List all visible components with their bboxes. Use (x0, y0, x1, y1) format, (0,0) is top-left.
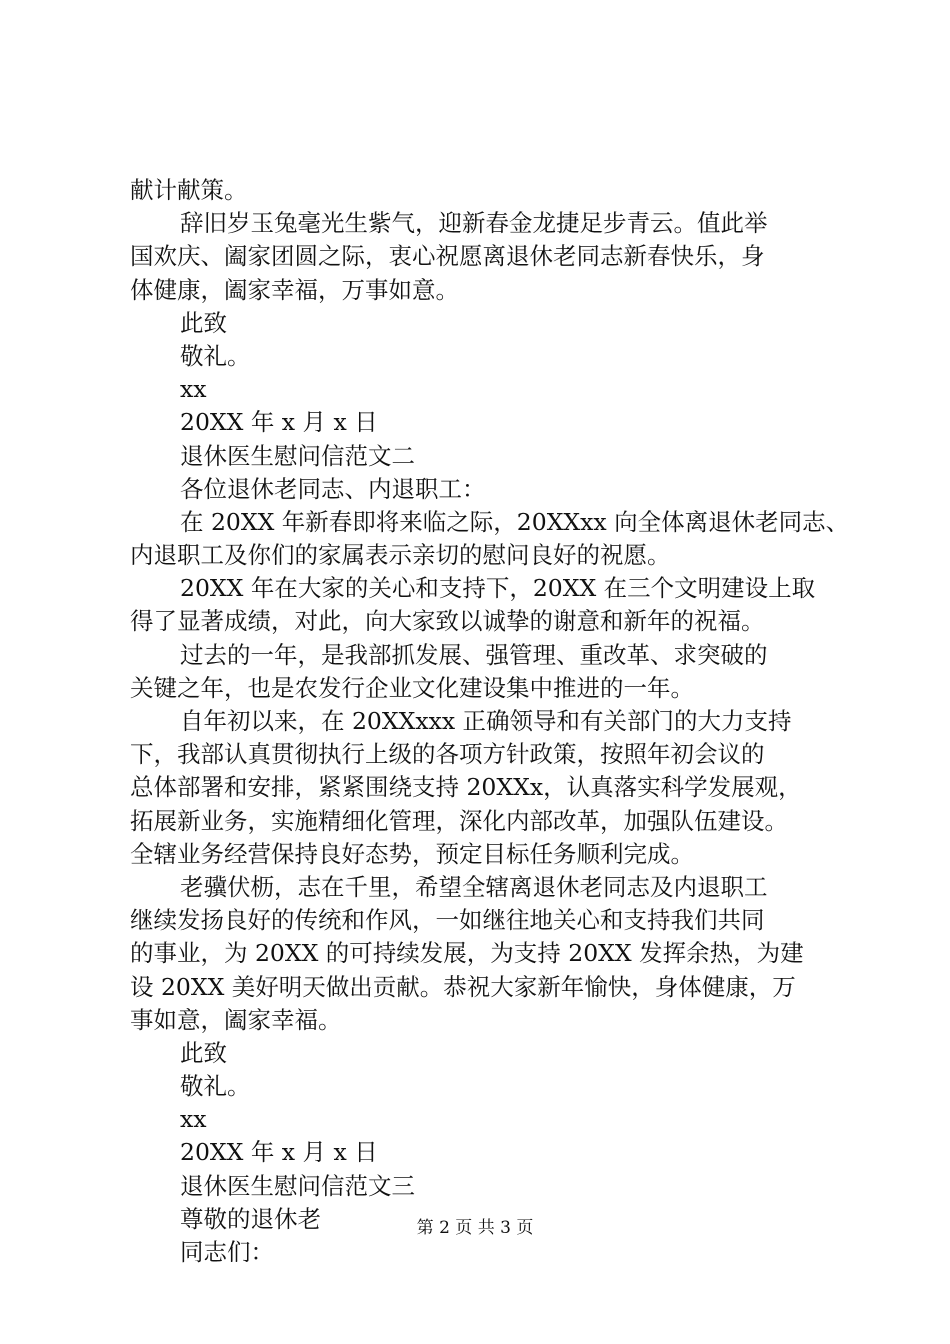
text-line: 尊敬的退休老 (180, 1204, 321, 1233)
text-line: 内退职工及你们的家属表示亲切的慰问良好的祝愿。 (130, 541, 671, 570)
text-line: 过去的一年，是我部抓发展、强管理、重改革、求突破的 (180, 640, 768, 669)
text-line: 事如意，阖家幸福。 (130, 1005, 342, 1034)
text-line: 各位退休老同志、内退职工： (180, 474, 486, 503)
text-line: 关键之年，也是农发行企业文化建设集中推进的一年。 (130, 673, 694, 702)
text-line: 20XX 年 x 月 x 日 (180, 408, 378, 437)
text-line: xx (180, 375, 207, 404)
text-line: 的事业，为 20XX 的可持续发展，为支持 20XX 发挥余热，为建 (130, 939, 804, 968)
text-line: 体健康，阖家幸福，万事如意。 (130, 275, 459, 304)
text-line: 敬礼。 (180, 341, 251, 370)
text-line: 在 20XX 年新春即将来临之际，20XXxx 向全体离退休老同志、 (180, 507, 850, 536)
text-line: 自年初以来，在 20XXxxx 正确领导和有关部门的大力支持 (180, 707, 792, 735)
text-line: 国欢庆、阖家团圆之际，衷心祝愿离退休老同志新春快乐，身 (130, 242, 765, 271)
text-line: 全辖业务经营保持良好态势，预定目标任务顺利完成。 (130, 839, 694, 868)
text-line: xx (180, 1105, 207, 1134)
text-line: 敬礼。 (180, 1072, 251, 1101)
text-line: 下，我部认真贯彻执行上级的各项方针政策，按照年初会议的 (130, 740, 765, 769)
text-line: 得了显著成绩，对此，向大家致以诚挚的谢意和新年的祝福。 (130, 607, 765, 636)
document-body (130, 174, 850, 1269)
text-line: 总体部署和安排，紧紧围绕支持 20XXx，认真落实科学发展观， (130, 773, 802, 802)
text-line: 退休医生慰问信范文二 (180, 441, 415, 470)
text-line: 老骥伏枥，志在千里，希望全辖离退休老同志及内退职工 (180, 872, 768, 901)
text-line: 继续发扬良好的传统和作风，一如继往地关心和支持我们共同 (130, 906, 765, 935)
text-line: 此致 (180, 1038, 227, 1067)
text-line: 献计献策。 (130, 176, 248, 204)
text-line: 退休医生慰问信范文三 (180, 1171, 415, 1200)
text-line: 此致 (180, 308, 227, 337)
text-line: 设 20XX 美好明天做出贡献。恭祝大家新年愉快，身体健康，万 (130, 972, 796, 1001)
text-line: 同志们： (180, 1238, 274, 1266)
text-line: 拓展新业务，实施精细化管理，深化内部改革，加强队伍建设。 (130, 806, 788, 835)
text-line: 20XX 年 x 月 x 日 (180, 1138, 378, 1167)
page-number-footer: 第 2 页 共 3 页 (416, 1218, 534, 1238)
text-line: 辞旧岁玉兔毫光生紫气，迎新春金龙捷足步青云。值此举 (180, 209, 768, 238)
text-line: 20XX 年在大家的关心和支持下，20XX 在三个文明建设上取 (180, 574, 816, 603)
